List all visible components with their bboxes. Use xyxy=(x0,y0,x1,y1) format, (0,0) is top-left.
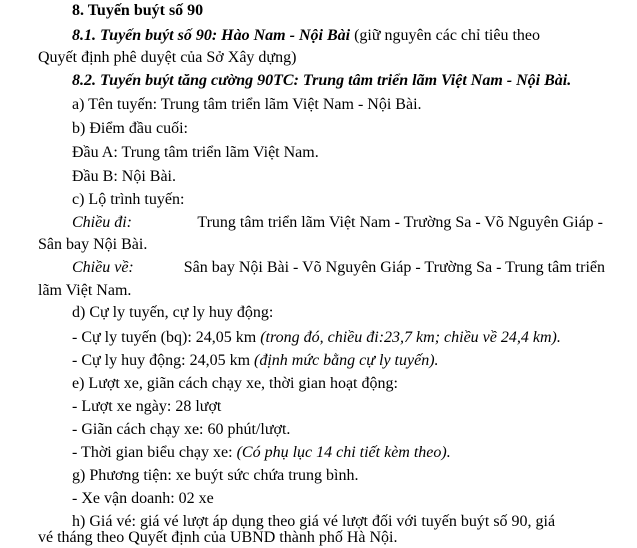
outbound-route xyxy=(72,213,603,233)
return-text-cont: lãm Việt Nam. xyxy=(38,282,132,299)
route-90-heading: Tuyến buýt số 90: Hào Nam - Nội Bài xyxy=(100,27,351,44)
return-route xyxy=(72,258,605,278)
timetable-line xyxy=(72,443,451,463)
item-d-distance: d) Cự ly tuyến, cự ly huy động: xyxy=(72,304,274,321)
route-90tc-heading: 8.2. Tuyến buýt tăng cường 90TC: Trung tâm triển lãm Việt Nam - Nội Bài. xyxy=(72,72,572,89)
endpoint-b: Đầu B: Nội Bài. xyxy=(72,168,176,185)
paragraph-8-1 xyxy=(72,26,607,46)
outbound-text-cont: Sân bay Nội Bài. xyxy=(38,236,148,253)
item-b-endpoints: b) Điểm đầu cuối: xyxy=(72,120,188,137)
operating-vehicles: - Xe vận doanh: 02 xe xyxy=(72,490,214,507)
distance-route: - Cự ly tuyến (bq): 24,05 km xyxy=(72,329,257,346)
item-e-schedule: e) Lượt xe, giãn cách chạy xe, thời gian hoạt động: xyxy=(72,375,398,392)
route-90-description: (giữ nguyên các chỉ tiêu theo xyxy=(354,27,541,44)
trips-per-day: - Lượt xe ngày: 28 lượt xyxy=(72,398,222,415)
route-90-heading-number: 8.1. xyxy=(72,27,96,44)
item-c-itinerary: c) Lộ trình tuyến: xyxy=(72,191,185,208)
distance-route-note: (trong đó, chiều đi:23,7 km; chiều về 24,4 km). xyxy=(260,329,561,346)
return-text: Sân bay Nội Bài - Võ Nguyên Giáp - Trường Sa - Trung tâm triển xyxy=(183,259,605,276)
distance-mobilize-line xyxy=(72,351,439,371)
distance-mobilize: - Cự ly huy động: 24,05 km xyxy=(72,352,251,369)
item-a-route-name: a) Tên tuyến: Trung tâm triển lãm Việt Nam - Nội Bài. xyxy=(72,96,422,113)
return-label: Chiều về: xyxy=(72,259,134,276)
timetable-note: (Có phụ lục 14 chi tiết kèm theo). xyxy=(236,444,451,461)
fare-text: h) Giá vé: giá vé lượt áp dụng theo giá vé lượt đối với tuyến buýt số 90, giá xyxy=(72,513,556,530)
timetable: - Thời gian biểu chạy xe: xyxy=(72,444,233,461)
outbound-text: Trung tâm triển lãm Việt Nam - Trường Sa - Võ Nguyên Giáp - xyxy=(197,214,603,231)
fare-text-cont: vé tháng theo Quyết định của UBND thành phố Hà Nội. xyxy=(38,529,398,546)
item-g-vehicle: g) Phương tiện: xe buýt sức chứa trung bình. xyxy=(72,467,359,484)
outbound-label: Chiều đi: xyxy=(72,214,132,231)
headway: - Giãn cách chạy xe: 60 phút/lượt. xyxy=(72,421,291,438)
route-90-description-cont: Quyết định phê duyệt của Sở Xây dựng) xyxy=(38,49,297,66)
section-title: 8. Tuyến buýt số 90 xyxy=(72,2,204,19)
distance-route-line xyxy=(72,328,561,348)
endpoint-a: Đầu A: Trung tâm triển lãm Việt Nam. xyxy=(72,144,319,161)
distance-mobilize-note: (định mức bằng cự ly tuyến). xyxy=(254,352,439,369)
